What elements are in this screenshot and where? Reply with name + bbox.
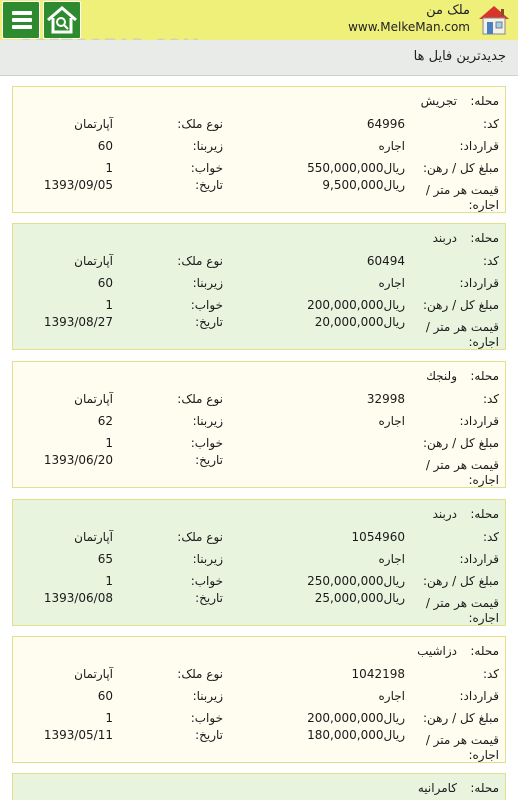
area-label: زیربنا: bbox=[192, 139, 223, 153]
total-price-label: مبلغ کل / رهن: bbox=[423, 298, 499, 312]
date-label: تاریخ: bbox=[195, 315, 223, 329]
neighborhood-label: محله: bbox=[470, 369, 499, 383]
date-label: تاریخ: bbox=[195, 453, 223, 467]
price-per-meter-label: قیمت هر متر / اجاره: bbox=[425, 458, 499, 487]
listing-card[interactable] bbox=[12, 361, 506, 488]
price-per-meter-value: 9,500,000ریال bbox=[322, 178, 405, 192]
contract-value: اجاره bbox=[378, 552, 405, 566]
property-type-label: نوع ملک: bbox=[177, 117, 223, 131]
house-logo-icon bbox=[476, 2, 512, 38]
property-type-label: نوع ملک: bbox=[177, 392, 223, 406]
date-label: تاریخ: bbox=[195, 178, 223, 192]
listing-card[interactable] bbox=[12, 86, 506, 213]
bedrooms-label: خواب: bbox=[190, 711, 223, 725]
property-type-value: آپارتمان bbox=[74, 667, 113, 681]
code-value: 1042198 bbox=[351, 667, 405, 681]
neighborhood-value: دزاشیب bbox=[417, 644, 457, 658]
total-price-value: 200,000,000ریال bbox=[307, 711, 405, 725]
total-price-value: 250,000,000ریال bbox=[307, 574, 405, 588]
contract-label: قرارداد: bbox=[459, 276, 499, 290]
property-type-value: آپارتمان bbox=[74, 254, 113, 268]
code-label: کد: bbox=[482, 530, 499, 544]
bedrooms-value: 1 bbox=[105, 436, 113, 450]
price-per-meter-value: 25,000,000ریال bbox=[314, 591, 405, 605]
area-value: 60 bbox=[97, 689, 113, 703]
section-header bbox=[0, 40, 518, 76]
menu-button[interactable] bbox=[2, 1, 40, 39]
neighborhood-value: دربند bbox=[432, 507, 457, 521]
code-value: 1054960 bbox=[351, 530, 405, 544]
contract-value: اجاره bbox=[378, 414, 405, 428]
code-value: 64996 bbox=[366, 117, 405, 131]
price-per-meter-label: قیمت هر متر / اجاره: bbox=[425, 183, 499, 212]
area-value: 60 bbox=[97, 139, 113, 153]
neighborhood-value: تجریش bbox=[420, 94, 457, 108]
contract-value: اجاره bbox=[378, 276, 405, 290]
neighborhood-label: محله: bbox=[470, 644, 499, 658]
code-label: کد: bbox=[482, 254, 499, 268]
listing-card[interactable] bbox=[12, 499, 506, 626]
app-url: www.MelkeMan.com bbox=[348, 20, 470, 34]
bedrooms-label: خواب: bbox=[190, 574, 223, 588]
total-price-label: مبلغ کل / رهن: bbox=[423, 574, 499, 588]
bedrooms-value: 1 bbox=[105, 574, 113, 588]
area-label: زیربنا: bbox=[192, 552, 223, 566]
date-value: 1393/06/08 bbox=[43, 591, 113, 605]
property-type-value: آپارتمان bbox=[74, 117, 113, 131]
price-per-meter-label: قیمت هر متر / اجاره: bbox=[425, 320, 499, 349]
contract-label: قرارداد: bbox=[459, 552, 499, 566]
listing-card[interactable] bbox=[12, 773, 506, 800]
bedrooms-value: 1 bbox=[105, 711, 113, 725]
app-title: ملک من bbox=[426, 3, 470, 18]
bedrooms-label: خواب: bbox=[190, 161, 223, 175]
neighborhood-label: محله: bbox=[470, 94, 499, 108]
date-value: 1393/06/20 bbox=[43, 453, 113, 467]
total-price-value: 550,000,000ریال bbox=[307, 161, 405, 175]
total-price-label: مبلغ کل / رهن: bbox=[423, 161, 499, 175]
brand bbox=[348, 3, 470, 35]
property-type-value: آپارتمان bbox=[74, 530, 113, 544]
listings-list[interactable] bbox=[0, 76, 518, 800]
code-label: کد: bbox=[482, 667, 499, 681]
code-label: کد: bbox=[482, 117, 499, 131]
total-price-value: 200,000,000ریال bbox=[307, 298, 405, 312]
listing-card[interactable] bbox=[12, 636, 506, 763]
total-price-label: مبلغ کل / رهن: bbox=[423, 436, 499, 450]
section-title: جدیدترین فایل ها bbox=[413, 49, 506, 64]
contract-value: اجاره bbox=[378, 139, 405, 153]
neighborhood-label: محله: bbox=[470, 781, 499, 795]
contract-value: اجاره bbox=[378, 689, 405, 703]
home-search-icon bbox=[44, 2, 80, 38]
area-value: 60 bbox=[97, 276, 113, 290]
price-per-meter-value: 180,000,000ریال bbox=[307, 728, 405, 742]
neighborhood-label: محله: bbox=[470, 507, 499, 521]
code-label: کد: bbox=[482, 392, 499, 406]
neighborhood-value: ولنجك bbox=[426, 369, 457, 383]
neighborhood-value: کامرانیه bbox=[417, 781, 457, 795]
price-per-meter-value: 20,000,000ریال bbox=[314, 315, 405, 329]
price-per-meter-label: قیمت هر متر / اجاره: bbox=[425, 596, 499, 625]
price-per-meter-label: قیمت هر متر / اجاره: bbox=[425, 733, 499, 762]
neighborhood-label: محله: bbox=[470, 231, 499, 245]
area-label: زیربنا: bbox=[192, 689, 223, 703]
area-value: 62 bbox=[97, 414, 113, 428]
property-type-value: آپارتمان bbox=[74, 392, 113, 406]
home-button[interactable] bbox=[43, 1, 81, 39]
property-type-label: نوع ملک: bbox=[177, 530, 223, 544]
date-label: تاریخ: bbox=[195, 728, 223, 742]
date-value: 1393/05/11 bbox=[43, 728, 113, 742]
bedrooms-value: 1 bbox=[105, 161, 113, 175]
date-value: 1393/09/05 bbox=[43, 178, 113, 192]
contract-label: قرارداد: bbox=[459, 139, 499, 153]
property-type-label: نوع ملک: bbox=[177, 254, 223, 268]
date-value: 1393/08/27 bbox=[43, 315, 113, 329]
area-label: زیربنا: bbox=[192, 276, 223, 290]
listing-card[interactable] bbox=[12, 223, 506, 350]
bedrooms-value: 1 bbox=[105, 298, 113, 312]
bedrooms-label: خواب: bbox=[190, 436, 223, 450]
neighborhood-value: دربند bbox=[432, 231, 457, 245]
code-value: 60494 bbox=[366, 254, 405, 268]
contract-label: قرارداد: bbox=[459, 689, 499, 703]
area-label: زیربنا: bbox=[192, 414, 223, 428]
contract-label: قرارداد: bbox=[459, 414, 499, 428]
total-price-label: مبلغ کل / رهن: bbox=[423, 711, 499, 725]
area-value: 65 bbox=[97, 552, 113, 566]
bedrooms-label: خواب: bbox=[190, 298, 223, 312]
app-bar bbox=[0, 0, 518, 40]
date-label: تاریخ: bbox=[195, 591, 223, 605]
code-value: 32998 bbox=[366, 392, 405, 406]
property-type-label: نوع ملک: bbox=[177, 667, 223, 681]
